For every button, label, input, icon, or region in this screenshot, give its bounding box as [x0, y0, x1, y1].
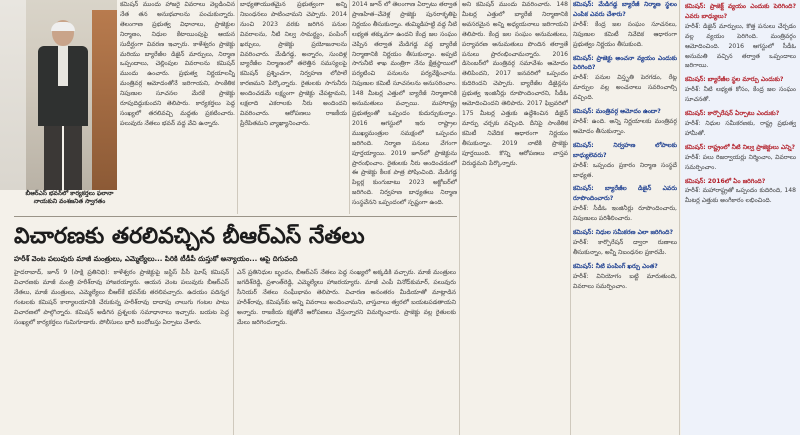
- column-rule: [349, 0, 350, 214]
- sidebar-question: కమిషన్‌: కార్పొరేషన్‌ ఏర్పాటు ఎందుకు?: [685, 110, 780, 118]
- article-text-d: అని కమిషన్‌ ముందు వివరించారు. 148 మీటర్ల ఎత్తులో బ్యారేజీ నిర్మాణానికి అవసరమైన అన్ని అధ్యయనాలు జరిగాయని తెలిపారు. కేంద్ర జల సంఘం అనుమతులు, పర్యావరణ అనుమతులు పొందిన తర్వాతే పనులు ప్రారంభించామన్నారు. 2016 డిసెంబర్‌లో మంత్రివర్గ సమావేశం ఆమోదం తెలిపిందని, 2017 జనవరిలో ఒప్పందం కుదిరిందని చెప్పారు. బ్యారేజీల డిజైన్లను ప్రభుత్వ ఇంజినీర్లు రూపొందించారని, సీడీఓ ఆమోదించిందని తెలిపారు. 2017 ఫిబ్రవరిలో 175 మీటర్ల ఎత్తుకు ఉద్దేశించిన డిజైన్‌ మార్పు చర్చకు వచ్చింది. దీనిపై సాంకేతిక కమిటీ నివేదిక ఆధారంగా నిర్ణయం తీసుకున్నాం. 2019 నాటికి ప్రాజెక్టు పూర్తయింది. కొన్ని ఆరోపణలు వాస్తవ విరుద్ధమని పేర్కొన్నారు.: [462, 1, 568, 167]
- qa-answer: హరీశ్‌: కార్పొరేషన్‌ ద్వారా రుణాలు తీసుకున్నాం, అన్నీ నిబంధనల ప్రకారమే.: [573, 238, 677, 256]
- sidebar-question: కమిషన్‌: రాష్ట్రంలో నీటి నిల్వ ప్రాజెక్టులు ఎన్ని?: [685, 143, 796, 151]
- column-rule: [459, 0, 460, 435]
- qa-question: కమిషన్‌: మంత్రివర్గ ఆమోదం ఉందా?: [573, 108, 661, 116]
- article-text-a: కమిషన్‌ ముందు హాజరై వివరాలు వెల్లడించిన నేత తన అనుభవాలను పంచుకున్నారు. తెలంగాణ ప్రభుత్వ విధానాలు, ప్రాజెక్టుల నిర్మాణం, నిధుల కేటాయింపుపై ఆయన సుదీర్ఘంగా వివరణ ఇచ్చారు. కాళేశ్వరం ప్రాజెక్టు మరియు బ్యారేజీల డిజైన్‌ మార్పులు, నిర్మాణ ఒప్పందాలు, చెల్లింపుల వివరాలను కమిషన్‌ ముందు ఉంచారు. ప్రభుత్వ నిర్ణయాలన్నీ మంత్రివర్గ ఆమోదంతోనే జరిగాయని, సాంకేతిక నిపుణుల సూచనల మేరకే ప్రాజెక్టు రూపుదిద్దుకుందని తెలిపారు. కార్యకర్తలు పెద్ద సంఖ్యలో తరలివచ్చి మద్దతు ప్రకటించారు. పలువురు నేతలు భవన్‌ వద్ద వేచి ఉన్నారు.: [120, 1, 235, 127]
- sidebar-qa-item: [685, 75, 796, 105]
- sidebar-answer: హరీశ్‌: పలు రిజర్వాయర్లు నిర్మించాం, వివరాలు సమర్పించాం.: [685, 153, 796, 171]
- article-column-b-bottom: [14, 268, 229, 435]
- qa-answer: హరీశ్‌: సీడీఓ ఇంజినీర్లు రూపొందించారు, నిపుణులు పరిశీలించారు.: [573, 205, 677, 223]
- qa-answer: హరీశ్‌: ఉంది. అన్ని నిర్ణయాలకు మంత్రివర్గ ఆమోదం తీసుకున్నాం.: [573, 117, 677, 135]
- column-rule: [570, 0, 571, 435]
- qa-item: [573, 228, 677, 258]
- column-rule: [679, 0, 680, 435]
- sidebar-question: కమిషన్‌: ప్రాజెక్ట్‌ వ్యయం ఎందుకు పెరిగింది? ఎవరు బాధ్యులు?: [685, 3, 796, 20]
- sidebar-qa-item: [685, 177, 796, 207]
- article-column-c-bottom: [237, 268, 456, 435]
- qa-item: [573, 0, 677, 50]
- sidebar-qa-item: [685, 109, 796, 139]
- sidebar-question: కమిషన్‌: 2016లో ఏం జరిగింది?: [685, 177, 766, 185]
- article-headline: విచారణకు తరలివచ్చిన బీఆర్‌ఎస్‌ నేతలు: [14, 224, 365, 249]
- sidebar-answer: హరీశ్‌: డిజైన్‌ మార్పులు, కొత్త పనులు చేర్చడం వల్ల వ్యయం పెరిగింది. మంత్రివర్గం ఆమోదించింది. 2016 ఆగస్టులో సీడీఓ అనుమతి వచ్చిన తర్వాత ఒప్పందాలు జరిగాయి.: [685, 22, 796, 70]
- section-divider: [14, 216, 457, 217]
- article-text-b: బాధ్యతాయుతమైన ప్రభుత్వంగా అన్ని నిబంధనలు పాటించామని చెప్పారు. 2014 నుంచి 2023 వరకు జరిగిన పనుల వివరాలను, నీటి నిల్వ సామర్థ్యం, పంపింగ్‌ ఖర్చులు, ప్రాజెక్టు ప్రయోజనాలను వివరించారు. మేడిగడ్డ, అన్నారం, సుందిళ్ల బ్యారేజీల నిర్మాణంలో తలెత్తిన సమస్యలపై కమిషన్‌ ప్రశ్నించగా, నిర్వహణ లోపాలే కారణమని పేర్కొన్నారు. రైతులకు సాగునీరు అందించడమే లక్ష్యంగా ప్రాజెక్టు చేపట్టామని, లక్షలాది ఎకరాలకు నీరు అందిందని వివరించారు. ఆరోపణలు రాజకీయ ప్రేరేపితమని వ్యాఖ్యానించారు.: [240, 1, 347, 127]
- qa-question: కమిషన్‌: బ్యారేజీల డిజైన్‌ ఎవరు రూపొందించారు?: [573, 185, 677, 203]
- qa-answer: హరీశ్‌: ఒప్పందం ప్రకారం నిర్మాణ సంస్థదే బాధ్యత.: [573, 161, 677, 179]
- sidebar-answer: హరీశ్‌: నిధుల సమీకరణకు, రాష్ట్ర ప్రభుత్వ హామీతో.: [685, 119, 796, 137]
- article-column-c: [352, 0, 457, 214]
- sidebar-qa-item: [685, 143, 796, 173]
- qa-question: కమిషన్‌: నీటి పంపింగ్‌ ఖర్చు ఎంత?: [573, 262, 658, 270]
- article-text-c-bottom: ఎన్‌ ప్రతినిధుల బృందం, బీఆర్‌ఎస్‌ నేతలు పెద్ద సంఖ్యలో అక్కడికి వచ్చారు. మాజీ మంత్రులు జగదీశ్‌రెడ్డి, ప్రశాంత్‌రెడ్డి, ఎమ్మెల్యేలు హాజరయ్యారు. మాజీ ఎంపీ వినోద్‌కుమార్‌, పలువురు సీనియర్‌ నేతలు సంఘీభావం తెలిపారు. విచారణ అనంతరం మీడియాతో మాట్లాడిన హరీశ్‌రావు, కమిషన్‌కు అన్ని వివరాలు అందించామని, వాస్తవాలు త్వరలో బయటపడతాయని అన్నారు. రాజకీయ కక్షతోనే ఆరోపణలు చేస్తున్నారని విమర్శించారు. ప్రాజెక్టు వల్ల రైతులకు మేలు జరిగిందన్నారు.: [237, 269, 456, 326]
- qa-answer: హరీశ్‌: కేంద్ర జల సంఘం సూచనలు, నిపుణుల కమిటీ నివేదిక ఆధారంగా ప్రభుత్వం నిర్ణయం తీసుకుంది.: [573, 20, 677, 48]
- article-text-c: 2014 జూన్‌ లో తెలంగాణ ఏర్పాటు తర్వాత ప్రాణహిత–చేవెళ్ల ప్రాజెక్టు పునరాకృతిపై నిర్ణయం తీసుకున్నాం. తుమ్మిడిహట్టి వద్ద నీటి లభ్యత తక్కువగా ఉందని కేంద్ర జల సంఘం చెప్పిన తర్వాత మేడిగడ్డ వద్ద బ్యారేజీ నిర్మాణానికి నిర్ణయం తీసుకున్నాం. అప్పటి సాగునీటి శాఖ మంత్రిగా నేను క్షేత్రస్థాయిలో పర్యటించి పనులను పర్యవేక్షించాను. నిపుణుల కమిటీ సూచనలను అనుసరించాం. 148 మీటర్ల ఎత్తులో బ్యారేజీ నిర్మాణానికి అనుమతులు వచ్చాయి. మహారాష్ట్ర ప్రభుత్వంతో ఒప్పందం కుదుర్చుకున్నాం. 2016 ఆగస్టులో ఇరు రాష్ట్రాల ముఖ్యమంత్రుల సమక్షంలో ఒప్పందం జరిగింది. నిర్మాణ పనులు వేగంగా పూర్తయ్యాయి. 2019 జూన్‌లో ప్రాజెక్టును ప్రారంభించాం. రైతులకు నీరు అందించడంలో ఈ ప్రాజెక్టు కీలక పాత్ర పోషించింది. మేడిగడ్డ పిల్లర్ల కుంగుబాటు 2023 అక్టోబర్‌లో జరిగింది. నిర్వహణ బాధ్యతలు నిర్మాణ సంస్థవేనని ఒప్పందంలో స్పష్టంగా ఉంది.: [352, 1, 457, 207]
- qa-item: [573, 107, 677, 137]
- qa-item: [573, 184, 677, 224]
- article-column-d: [462, 0, 568, 435]
- qa-question: కమిషన్‌: మేడిగడ్డ బ్యారేజీ నిర్మాణ స్థలం ఎంపిక ఎవరు చేశారు?: [573, 1, 677, 18]
- column-rule: [237, 0, 238, 214]
- person-figure-left: [0, 0, 26, 190]
- news-photo: [0, 0, 117, 190]
- photo-caption: బీఆర్‌ఎస్‌ భవన్‌లో కార్యకర్తలు ఫలానా నాయకుని వంశజనిత స్వాగతం: [25, 190, 114, 205]
- qa-answer: హరీశ్‌: వినియోగం బట్టి మారుతుంది, వివరాలు సమర్పించాం.: [573, 272, 677, 290]
- article-column-b: [240, 0, 347, 214]
- qa-item: [573, 262, 677, 292]
- sidebar-question: కమిషన్‌: బ్యారేజీల స్థల మార్పు ఎందుకు?: [685, 76, 784, 84]
- sidebar-qa-item: [685, 2, 796, 71]
- qa-question: కమిషన్‌: నిధుల సమీకరణ ఎలా జరిగింది?: [573, 229, 673, 237]
- qa-answer: హరీశ్‌: పనుల విస్తృతి పెరగడం, రేట్ల మార్పుల వల్ల అంచనాలు సవరించాల్సి వచ్చింది.: [573, 74, 677, 102]
- sidebar-answer: హరీశ్‌: నీటి లభ్యత కోసం, కేంద్ర జల సంఘం సూచనతో.: [685, 86, 796, 104]
- qa-question: కమిషన్‌: నిర్వహణ లోపాలకు బాధ్యులెవరు?: [573, 141, 677, 159]
- person-figure-right: [92, 10, 117, 190]
- qa-column: [573, 0, 677, 435]
- qa-item: [573, 54, 677, 104]
- qa-item: [573, 141, 677, 181]
- qa-question: కమిషన్‌: ప్రాజెక్టు అంచనా వ్యయం ఎందుకు పెరిగింది?: [573, 54, 677, 72]
- article-subhead: హరీశ్‌ వెంట పలువురు మాజీ మంత్రులు, ఎమ్మెల్యేలు... పిరికి టీడీపీ దుస్తుకో అన్యాయం... ఆపై దిగువంది: [14, 255, 298, 263]
- sidebar-answer: హరీశ్‌: మహారాష్ట్రతో ఒప్పందం కుదిరింది, 148 మీటర్ల ఎత్తుకు అంగీకారం లభించింది.: [685, 187, 796, 205]
- article-text-b-bottom: హైదరాబాద్‌, జూన్‌ 9 (సాక్షి ప్రతినిధి): కాళేశ్వరం ప్రాజెక్టుపై జస్టిస్‌ పీసీ ఘోష్‌ కమిషన్‌ విచారణకు మాజీ మంత్రి హరీశ్‌రావు హాజరయ్యారు. ఆయన వెంట పలువురు బీఆర్‌ఎస్‌ నేతలు, మాజీ మంత్రులు, ఎమ్మెల్యేలు బీఆర్‌కే భవన్‌కు తరలివచ్చారు. ఉదయం పదిన్నర గంటలకు కమిషన్‌ కార్యాలయానికి చేరుకున్న హరీశ్‌రావు దాదాపు నాలుగు గంటల పాటు విచారణలో పాల్గొన్నారు. కమిషన్‌ అడిగిన ప్రశ్నలకు సమాధానాలు ఇచ్చారు. బయట పెద్ద సంఖ్యలో కార్యకర్తలు గుమిగూడారు. పోలీసులు భారీ బందోబస్తు ఏర్పాటు చేశారు.: [14, 269, 229, 326]
- person-figure-center: [38, 20, 88, 190]
- article-column-a: [120, 0, 235, 214]
- sidebar-qa: [681, 0, 800, 435]
- column-rule: [233, 268, 234, 435]
